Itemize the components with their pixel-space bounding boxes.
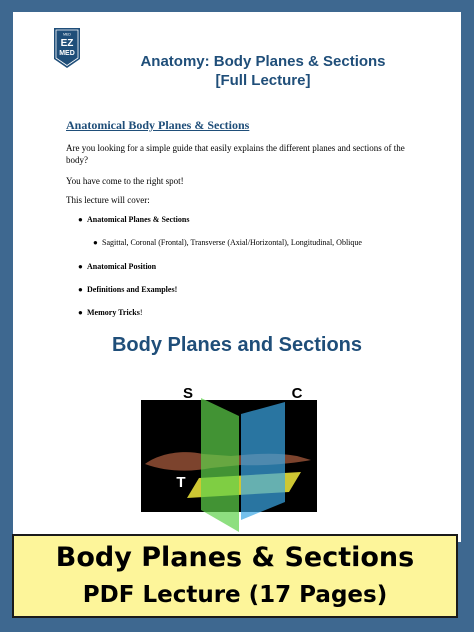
coronal-plane bbox=[241, 402, 285, 520]
document-page bbox=[13, 12, 461, 542]
promo-banner bbox=[12, 534, 458, 618]
ez-med-logo bbox=[53, 27, 81, 69]
list-item-sub bbox=[93, 238, 362, 247]
list-item-label: Definitions and Examples! bbox=[87, 285, 178, 294]
list-item-label: Anatomical Position bbox=[87, 262, 157, 271]
list-item-label: Anatomical Planes & Sections bbox=[87, 215, 190, 224]
list-item-label: Sagittal, Coronal (Frontal), Transverse (Axial/Horizontal), Longitudinal, Oblique bbox=[102, 238, 362, 247]
cover-paragraph: This lecture will cover: bbox=[66, 195, 150, 205]
sagittal-label: S bbox=[182, 385, 194, 402]
right-spot-paragraph: You have come to the right spot! bbox=[66, 176, 184, 186]
list-item-label-bold: Memory Tricks bbox=[87, 308, 140, 317]
bullet-dot-icon: ● bbox=[78, 262, 83, 271]
logo-main-line2: MED bbox=[59, 50, 75, 57]
list-item bbox=[78, 215, 190, 224]
section-heading: Anatomical Body Planes & Sections bbox=[66, 118, 250, 132]
title-line-1: Anatomy: Body Planes & Sections bbox=[140, 53, 386, 70]
list-item bbox=[78, 262, 157, 271]
coronal-label: C bbox=[291, 385, 303, 402]
list-item-label-rest: ! bbox=[139, 308, 143, 317]
list-item bbox=[78, 285, 178, 294]
body-planes-diagram bbox=[141, 372, 317, 532]
logo-top-text: MED bbox=[63, 32, 71, 37]
transverse-label: T bbox=[176, 474, 186, 491]
list-item bbox=[78, 308, 143, 317]
intro-paragraph: Are you looking for a simple guide that easily explains the different planes and sections of the body? bbox=[66, 143, 405, 165]
bullet-dot-icon: ● bbox=[78, 308, 83, 317]
banner-title: Body Planes & Sections bbox=[55, 542, 415, 573]
bullet-dot-icon: ● bbox=[78, 215, 83, 224]
bullet-dot-icon: ● bbox=[93, 238, 98, 247]
bullet-dot-icon: ● bbox=[78, 285, 83, 294]
logo-main-line1: EZ bbox=[60, 38, 74, 49]
title-line-2: [Full Lecture] bbox=[215, 72, 311, 89]
diagram-title: Body Planes and Sections bbox=[111, 334, 363, 356]
page-title bbox=[93, 52, 433, 90]
sagittal-plane bbox=[201, 398, 239, 532]
banner-subtitle: PDF Lecture (17 Pages) bbox=[82, 582, 388, 608]
